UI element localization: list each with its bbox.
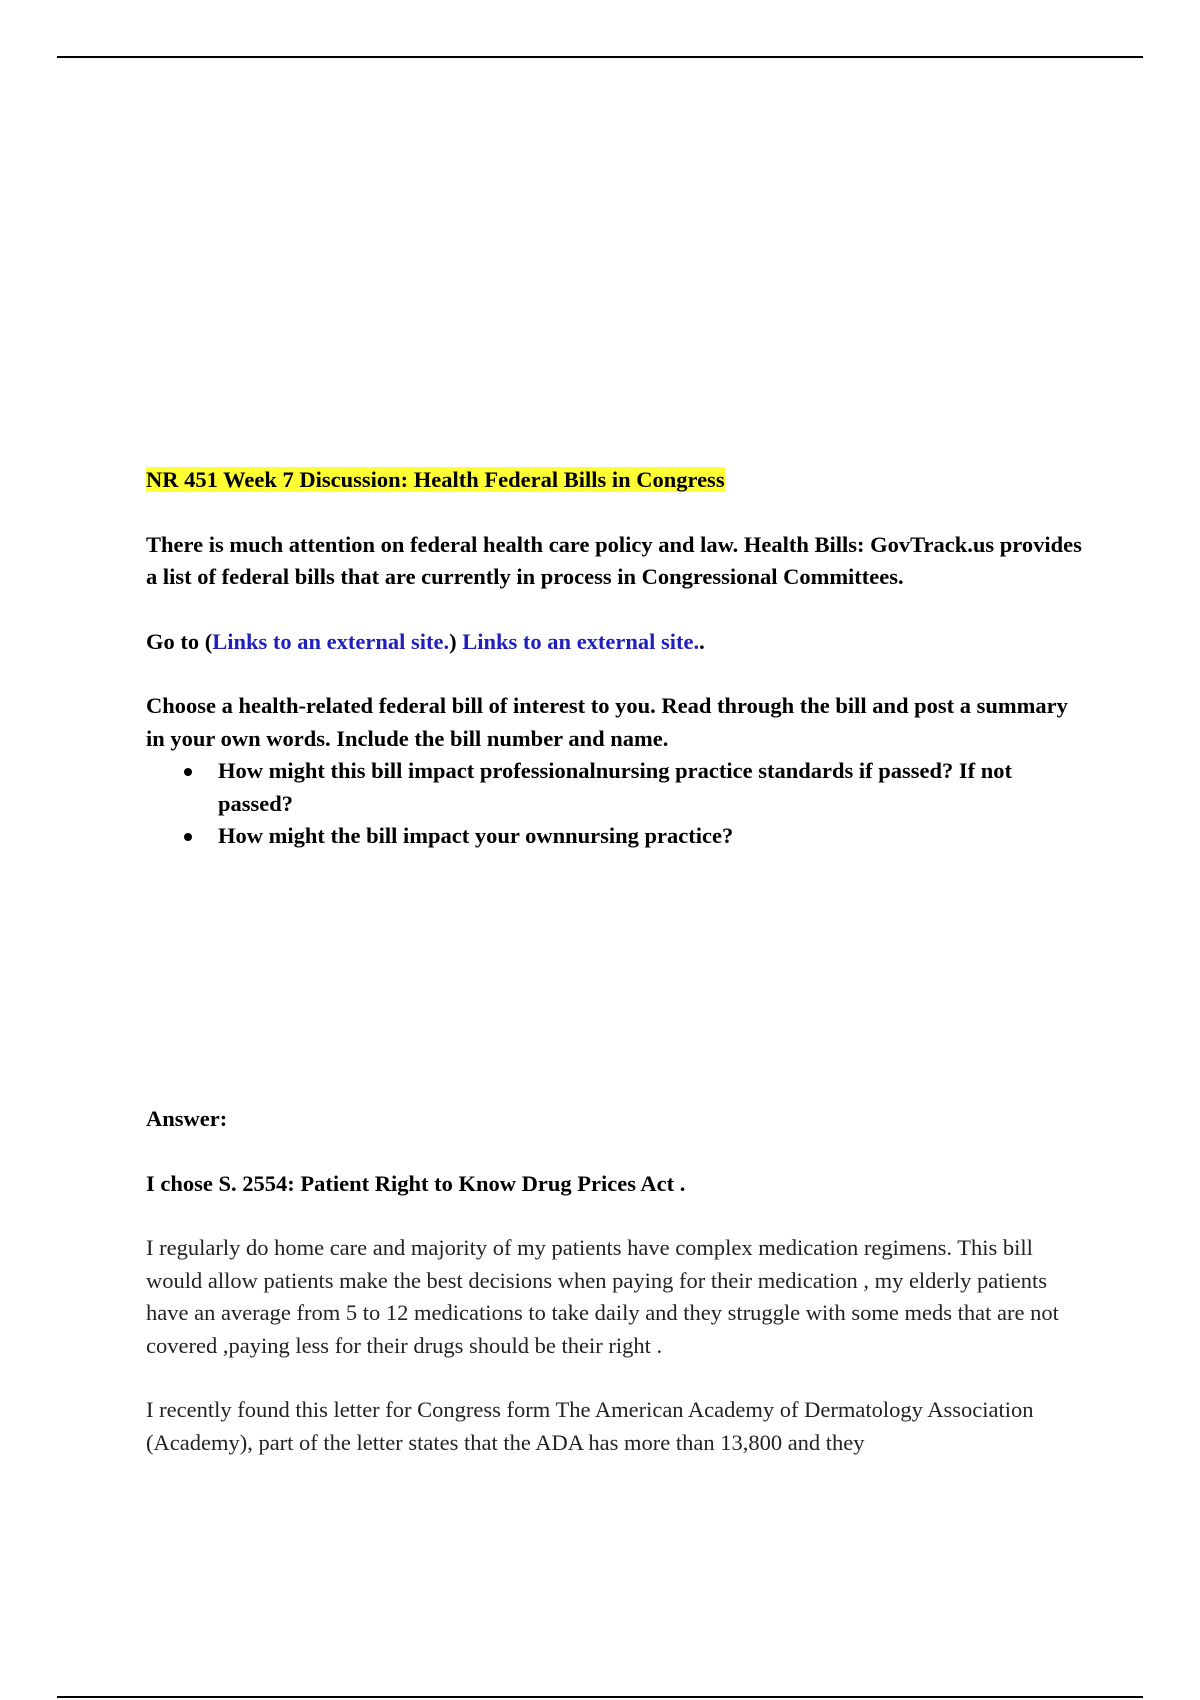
goto-middle: ) bbox=[449, 628, 463, 654]
document-title-text: NR 451 Week 7 Discussion: Health Federal Bills in Congress bbox=[146, 467, 725, 492]
answer-section bbox=[146, 1103, 1086, 1459]
question-item: How might the bill impact your ownnursing practice? bbox=[218, 820, 1086, 853]
intro-paragraph: There is much attention on federal health care policy and law. Health Bills: GovTrack.us provides a list of federal bills that are currently in process in Congressional Committees. bbox=[146, 531, 1082, 589]
external-link-1[interactable]: Links to an external site. bbox=[212, 628, 450, 654]
chosen-bill: I chose S. 2554: Patient Right to Know Drug Prices Act . bbox=[146, 1170, 686, 1196]
instruction-paragraph: Choose a health-related federal bill of interest to you. Read through the bill and post a summary in your own words. Include the bill number and name. bbox=[146, 693, 1068, 751]
goto-line bbox=[146, 626, 1086, 659]
footer-rule bbox=[57, 1696, 1143, 1698]
document-title bbox=[146, 464, 1086, 497]
question-item: How might this bill impact professionalnursing practice standards if passed? If not passed? bbox=[218, 755, 1086, 820]
external-link-2[interactable]: Links to an external site. bbox=[462, 628, 700, 654]
question-list bbox=[146, 755, 1086, 853]
answer-label: Answer: bbox=[146, 1106, 228, 1131]
answer-paragraph-2: I recently found this letter for Congress form The American Academy of Dermatology Association (Academy), part of the letter states that the ADA has more than 13,800 and they bbox=[146, 1397, 1034, 1455]
goto-suffix: . bbox=[699, 628, 705, 654]
header-rule bbox=[57, 56, 1143, 58]
question-section bbox=[146, 464, 1086, 853]
goto-prefix: Go to ( bbox=[146, 628, 213, 654]
answer-paragraph-1: I regularly do home care and majority of my patients have complex medication regimens. This bill would allow patients make the best decisions when paying for their medication , my elderly patients have an average from 5 to 12 medications to take daily and they struggle with some meds that are not covered ,paying less for their drugs should be their right . bbox=[146, 1235, 1059, 1358]
